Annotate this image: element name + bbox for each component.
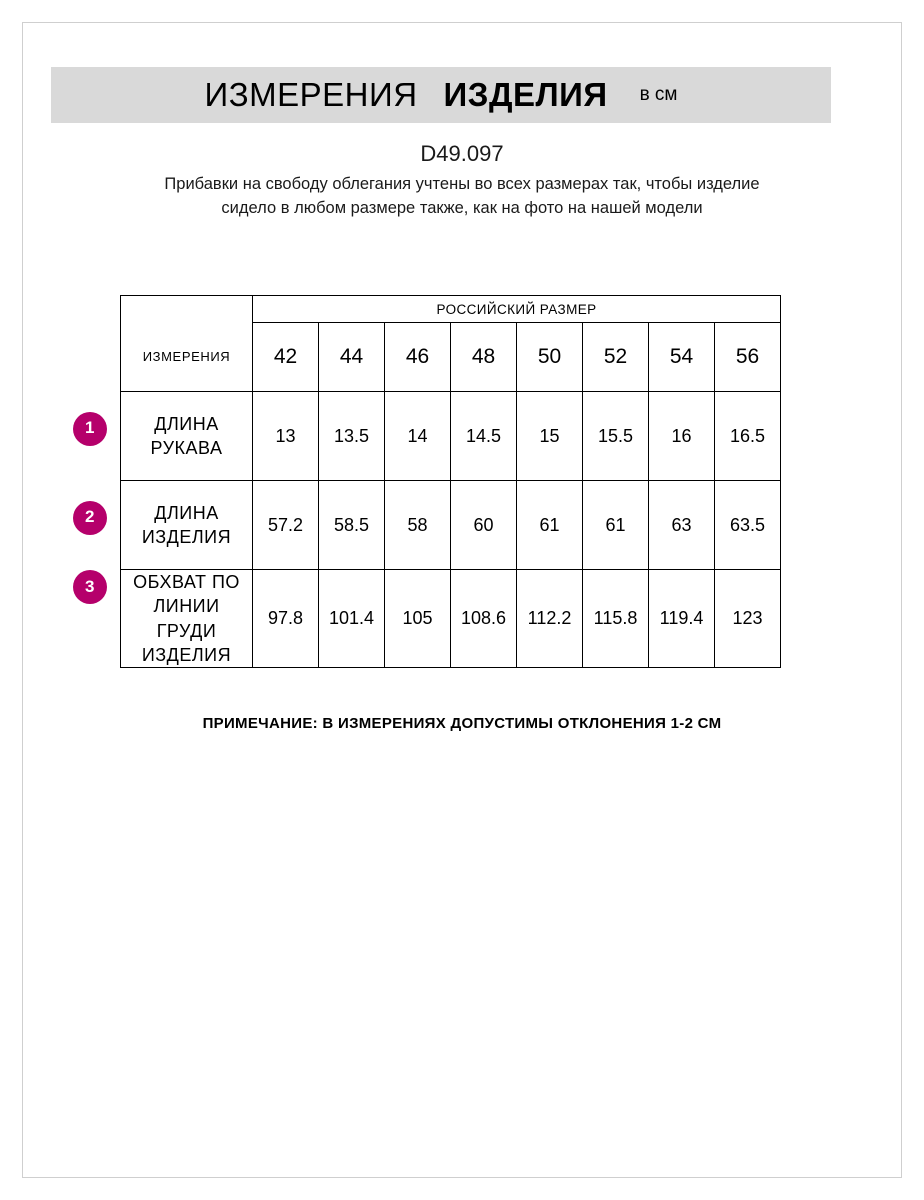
article-code: D49.097 <box>420 141 504 166</box>
cell-sleeve-48: 14.5 <box>451 392 517 481</box>
cell-chest-52: 115.8 <box>583 570 649 668</box>
size-header-50: 50 <box>517 323 583 392</box>
cell-sleeve-46: 14 <box>385 392 451 481</box>
size-header-54: 54 <box>649 323 715 392</box>
row-badge-2: 2 <box>73 501 107 535</box>
cell-chest-50: 112.2 <box>517 570 583 668</box>
russian-size-header: РОССИЙСКИЙ РАЗМЕР <box>253 296 781 323</box>
cell-length-56: 63.5 <box>715 481 781 570</box>
row-badge-1: 1 <box>73 412 107 446</box>
cell-length-46: 58 <box>385 481 451 570</box>
size-header-42: 42 <box>253 323 319 392</box>
cell-length-42: 57.2 <box>253 481 319 570</box>
header-band <box>51 67 831 123</box>
header-title-product: ИЗДЕЛИЯ <box>443 76 608 113</box>
cell-length-48: 60 <box>451 481 517 570</box>
cell-sleeve-56: 16.5 <box>715 392 781 481</box>
row-label-sleeve-length <box>85 392 253 481</box>
cell-sleeve-42: 13 <box>253 392 319 481</box>
size-header-46: 46 <box>385 323 451 392</box>
document-sheet <box>22 22 902 1178</box>
row-label-chest-girth <box>85 570 253 668</box>
size-header-48: 48 <box>451 323 517 392</box>
cell-length-54: 63 <box>649 481 715 570</box>
cell-sleeve-44: 13.5 <box>319 392 385 481</box>
table-row <box>121 392 781 481</box>
row-label-product-length <box>85 481 253 570</box>
size-table-wrap <box>85 295 780 668</box>
header-units: в см <box>639 84 678 105</box>
size-table <box>85 295 781 668</box>
cell-sleeve-50: 15 <box>517 392 583 481</box>
cell-chest-48: 108.6 <box>451 570 517 668</box>
cell-chest-46: 105 <box>385 570 451 668</box>
measurements-header: ИЗМЕРЕНИЯ <box>121 323 253 392</box>
cell-length-44: 58.5 <box>319 481 385 570</box>
cell-length-52: 61 <box>583 481 649 570</box>
size-header-52: 52 <box>583 323 649 392</box>
table-row <box>121 481 781 570</box>
cell-sleeve-54: 16 <box>649 392 715 481</box>
size-header-56: 56 <box>715 323 781 392</box>
table-row <box>121 570 781 668</box>
cell-sleeve-52: 15.5 <box>583 392 649 481</box>
cell-chest-54: 119.4 <box>649 570 715 668</box>
table-row-group-header <box>121 296 781 323</box>
cell-chest-44: 101.4 <box>319 570 385 668</box>
row-badge-3: 3 <box>73 570 107 604</box>
intro-text: Прибавки на свободу облегания учтены во всех размерах так, чтобы изделие сидело в любом размере также, как на фото на нашей модели <box>164 175 760 217</box>
cell-length-50: 61 <box>517 481 583 570</box>
table-row-sizes <box>121 323 781 392</box>
row-label-text: ДЛИНА РУКАВА <box>150 413 223 458</box>
note-text: ПРИМЕЧАНИЕ: В ИЗМЕРЕНИЯХ ДОПУСТИМЫ ОТКЛОНЕНИЯ 1-2 СМ <box>202 715 722 732</box>
corner-cell <box>121 296 253 323</box>
row-label-text: ДЛИНА ИЗДЕЛИЯ <box>141 502 232 547</box>
row-label-text: ОБХВАТ ПО ЛИНИИ ГРУДИ ИЗДЕЛИЯ <box>133 572 240 665</box>
header-title-measurements: ИЗМЕРЕНИЯ <box>204 76 418 113</box>
cell-chest-56: 123 <box>715 570 781 668</box>
cell-chest-42: 97.8 <box>253 570 319 668</box>
size-header-44: 44 <box>319 323 385 392</box>
